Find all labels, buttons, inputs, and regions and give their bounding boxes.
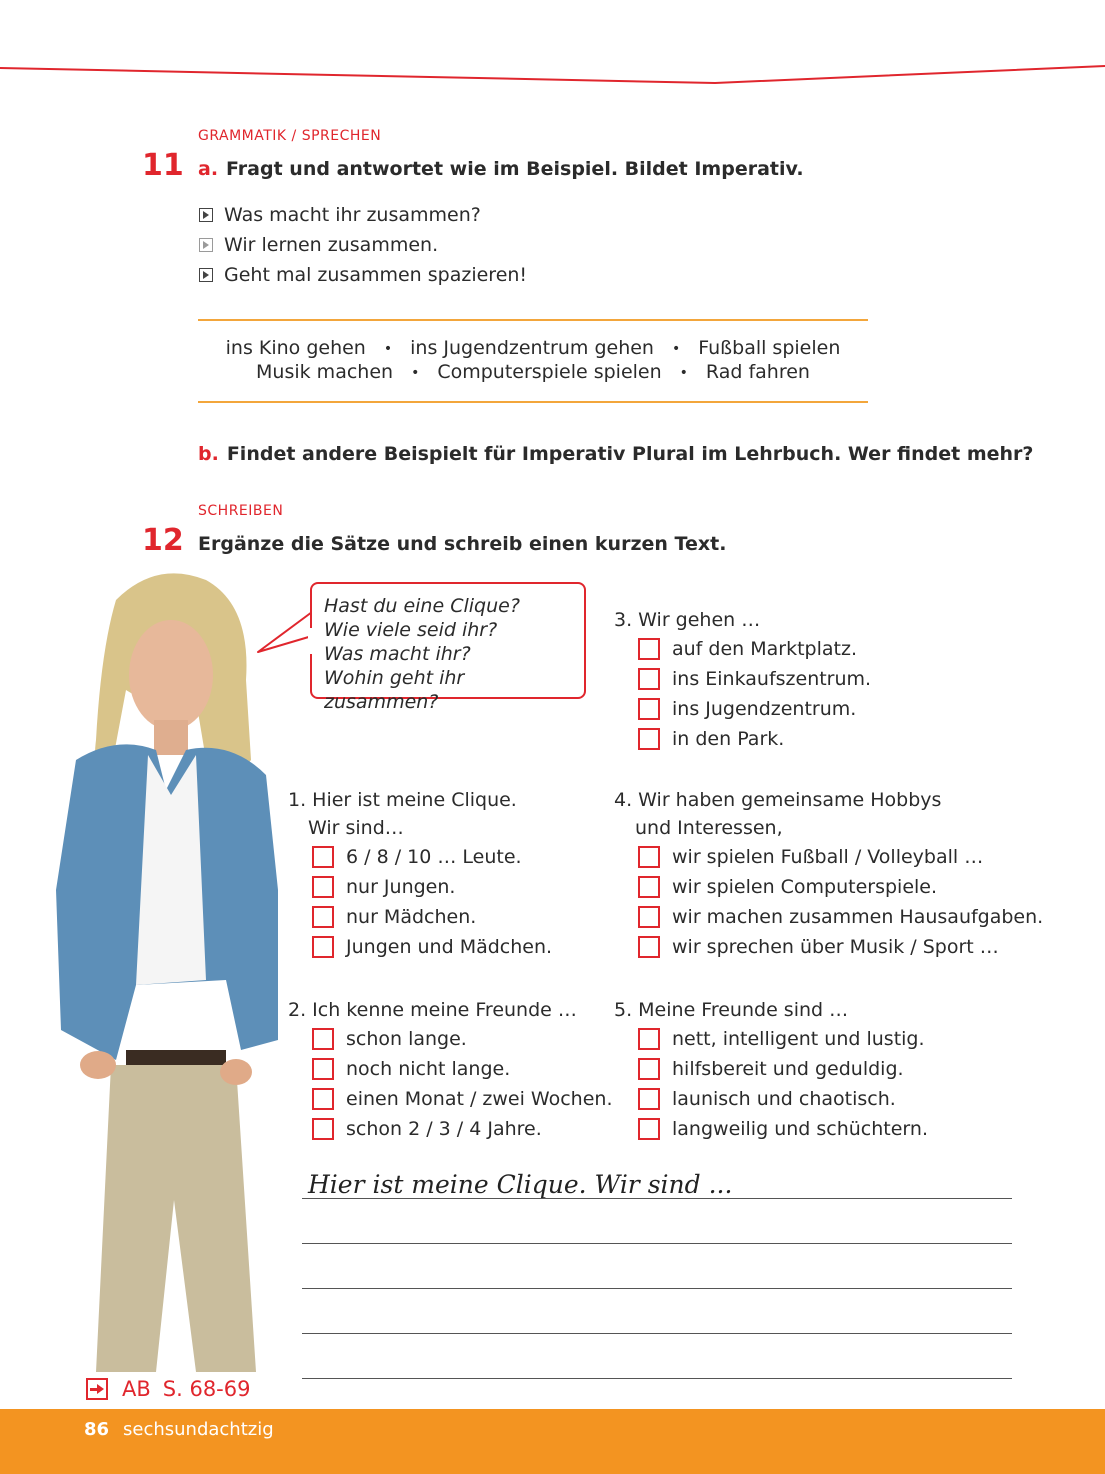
bubble-question: Wie viele seid ihr? [324,619,498,641]
workbook-reference[interactable] [86,1377,250,1401]
dialogue-text: Wir lernen zusammen. [224,234,439,256]
question-head: und Interessen, [635,817,783,839]
bullet: • [679,364,688,381]
task-letter: b. [198,443,219,465]
handwritten-start: Hier ist meine Clique. Wir sind ... [308,1170,733,1199]
word-item: Musik machen [256,361,394,383]
page-number: 86 [84,1419,110,1440]
option[interactable] [638,724,871,754]
word-item: ins Jugendzentrum gehen [410,337,654,359]
option[interactable] [638,1054,928,1084]
exercise-number-12: 12 [142,523,184,558]
workbook-code: AB [122,1377,151,1401]
bullet: • [383,340,393,357]
option[interactable] [638,842,1043,872]
option[interactable] [638,902,1043,932]
option-text: hilfsbereit und geduldig. [672,1058,904,1080]
speech-bubble-tail-cover [308,628,314,654]
task-11b [198,443,1033,465]
option[interactable] [312,932,552,962]
option-text: langweilig und schüchtern. [672,1118,928,1140]
option-text: Jungen und Mädchen. [346,936,553,958]
checkbox[interactable] [312,1058,334,1080]
checkbox[interactable] [638,638,660,660]
question-head: 2. Ich kenne meine Freunde … [288,999,577,1021]
question-5 [614,996,928,1144]
option[interactable] [638,694,871,724]
word-item: Computerspiele spielen [437,361,662,383]
arrow-right-icon [86,1378,108,1400]
option[interactable] [638,634,871,664]
checkbox[interactable] [312,1028,334,1050]
checkbox[interactable] [638,728,660,750]
writing-line[interactable] [302,1198,1012,1199]
bubble-question: Wohin geht ihr zusammen? [324,667,465,713]
option-text: 6 / 8 / 10 … Leute. [346,846,522,868]
writing-line[interactable] [302,1378,1012,1379]
question-1 [288,786,552,962]
speech-bubble-tail [255,610,315,660]
option[interactable] [638,932,1043,962]
option[interactable] [312,872,552,902]
option[interactable] [312,1114,613,1144]
checkbox[interactable] [638,1118,660,1140]
option-text: in den Park. [672,728,785,750]
option[interactable] [312,842,552,872]
play-icon[interactable] [199,238,213,252]
checkbox[interactable] [638,1028,660,1050]
option-text: wir machen zusammen Hausaufgaben. [672,906,1044,928]
checkbox[interactable] [638,846,660,868]
top-red-rule [0,60,1105,90]
checkbox[interactable] [312,936,334,958]
question-head: 5. Meine Freunde sind … [614,999,849,1021]
option-text: ins Einkaufszentrum. [672,668,872,690]
dialogue-text: Was macht ihr zusammen? [224,204,481,226]
word-box [198,319,868,403]
workbook-pages: S. 68-69 [162,1377,251,1401]
option-text: einen Monat / zwei Wochen. [346,1088,613,1110]
option[interactable] [638,1024,928,1054]
dialogue-line [199,260,527,290]
option-text: schon lange. [346,1028,467,1050]
task-11a [198,158,804,180]
option-text: noch nicht lange. [346,1058,511,1080]
checkbox[interactable] [312,876,334,898]
checkbox[interactable] [312,906,334,928]
checkbox[interactable] [312,1088,334,1110]
option-text: nur Mädchen. [346,906,477,928]
option[interactable] [312,1054,613,1084]
section-label-grammatik: GRAMMATIK / SPRECHEN [198,128,382,144]
page-footer [0,1409,1105,1474]
checkbox[interactable] [312,1118,334,1140]
option[interactable] [638,872,1043,902]
word-item: Rad fahren [705,361,810,383]
option-text: wir spielen Computerspiele. [672,876,938,898]
word-item: ins Kino gehen [225,337,366,359]
question-head: 3. Wir gehen … [614,609,761,631]
option[interactable] [312,1024,613,1054]
checkbox[interactable] [312,846,334,868]
option-text: ins Jugendzentrum. [672,698,857,720]
writing-line[interactable] [302,1288,1012,1289]
writing-line[interactable] [302,1243,1012,1244]
play-icon[interactable] [199,268,213,282]
option[interactable] [638,1084,928,1114]
option-text: wir spielen Fußball / Volleyball … [672,846,984,868]
dialogue-example [199,200,527,290]
woman-photo [56,560,278,1372]
bubble-question: Hast du eine Clique? [324,595,520,617]
speech-bubble [310,582,586,713]
question-3 [614,606,871,754]
word-row-1 [198,337,868,359]
dialogue-text: Geht mal zusammen spazieren! [224,264,528,286]
checkbox[interactable] [638,906,660,928]
option[interactable] [638,1114,928,1144]
question-head: Wir sind… [308,817,404,839]
option-text: nur Jungen. [346,876,456,898]
option-text: schon 2 / 3 / 4 Jahre. [346,1118,542,1140]
dialogue-line [199,230,527,260]
bullet: • [671,340,681,357]
question-4 [614,786,1043,962]
question-head: 1. Hier ist meine Clique. [288,789,517,811]
writing-line[interactable] [302,1333,1012,1334]
checkbox[interactable] [638,668,660,690]
page-number-word: sechsundachtzig [123,1419,274,1440]
question-2 [288,996,613,1144]
checkbox[interactable] [638,876,660,898]
option-text: nett, intelligent und lustig. [672,1028,925,1050]
task-letter: a. [198,158,219,180]
bubble-question: Was macht ihr? [324,643,471,665]
section-label-schreiben: SCHREIBEN [198,503,284,519]
option[interactable] [638,664,871,694]
dialogue-line [199,200,527,230]
word-row-2 [198,361,868,383]
option-text: launisch und chaotisch. [672,1088,896,1110]
checkbox[interactable] [638,1058,660,1080]
bullet: • [411,364,420,381]
word-item: Fußball spielen [698,337,841,359]
checkbox[interactable] [638,936,660,958]
task-12: Ergänze die Sätze und schreib einen kurzen Text. [198,533,727,555]
option[interactable] [312,1084,613,1114]
option-text: wir sprechen über Musik / Sport … [672,936,999,958]
checkbox[interactable] [638,698,660,720]
checkbox[interactable] [638,1088,660,1110]
task-text: Fragt und antwortet wie im Beispiel. Bildet Imperativ. [226,158,804,180]
option-text: auf den Marktplatz. [672,638,857,660]
option[interactable] [312,902,552,932]
exercise-number-11: 11 [142,148,184,183]
task-text: Findet andere Beispielt für Imperativ Plural im Lehrbuch. Wer findet mehr? [226,443,1034,465]
play-icon[interactable] [199,208,213,222]
question-head: 4. Wir haben gemeinsame Hobbys [614,789,942,811]
